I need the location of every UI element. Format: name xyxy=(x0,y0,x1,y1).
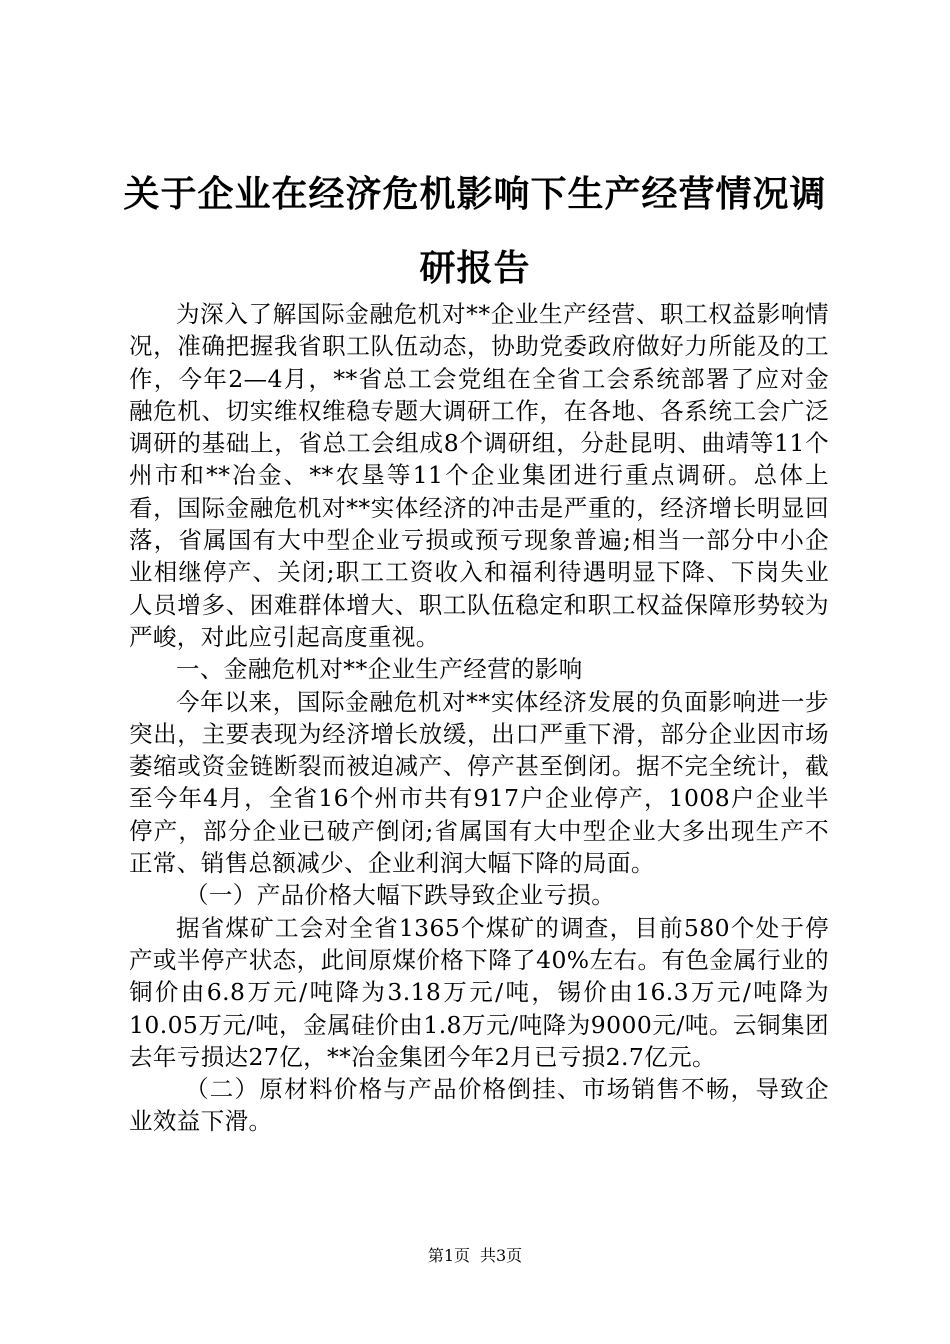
section-heading-1: 一、金融危机对**企业生产经营的影响 xyxy=(176,655,583,684)
page-number: 第1页 xyxy=(427,1246,470,1265)
page-footer xyxy=(0,1245,950,1267)
document-body xyxy=(129,298,829,1138)
subsection-heading-1: （一）产品价格大幅下跌导致企业亏损。 xyxy=(185,881,616,910)
subsection-heading-2: （二）原材料价格与产品价格倒挂、市场销售不畅，导致企业效益下滑。 xyxy=(129,1075,829,1136)
section-1-paragraph: 今年以来，国际金融危机对**实体经济发展的负面影响进一步突出，主要表现为经济增长放缓，出口严重下滑，部分企业因市场萎缩或资金链断裂而被迫减产、停产甚至倒闭。据不完全统计，截至今年4月，全省16个州市共有917户企业停产，1008户企业半停产，部分企业已破产倒闭;省属国有大中型企业大多出现生产不正常、销售总额减少、企业利润大幅下降的局面。 xyxy=(129,687,829,878)
intro-paragraph: 为深入了解国际金融危机对**企业生产经营、职工权益影响情况，准确把握我省职工队伍动态，协助党委政府做好力所能及的工作，今年2—4月，**省总工会党组在全省工会系统部署了应对金融危机、切实维权维稳专题大调研工作，在各地、各系统工会广泛调研的基础上，省总工会组成8个调研组，分赴昆明、曲靖等11个州市和**冶金、**农垦等11个企业集团进行重点调研。总体上看，国际金融危机对**实体经济的冲击是严重的，经济增长明显回落，省属国有大中型企业亏损或预亏现象普遍;相当一部分中小企业相继停产、关闭;职工工资收入和福利待遇明显下降、下岗失业人员增多、困难群体增大、职工队伍稳定和职工权益保障形势较为严峻，对此应引起高度重视。 xyxy=(129,300,829,651)
document-title: 关于企业在经济危机影响下生产经营情况调研报告 xyxy=(123,174,827,289)
page-total: 共3页 xyxy=(480,1246,523,1265)
subsection-1-paragraph: 据省煤矿工会对全省1365个煤矿的调查，目前580个处于停产或半停产状态，此间原煤价格下降了40%左右。有色金属行业的铜价由6.8万元/吨降为3.18万元/吨，锡价由16.3万元/吨降为10.05万元/吨，金属硅价由1.8万元/吨降为9000元/吨。云铜集团去年亏损达27亿，**冶金集团今年2月已亏损2.7亿元。 xyxy=(129,913,829,1071)
